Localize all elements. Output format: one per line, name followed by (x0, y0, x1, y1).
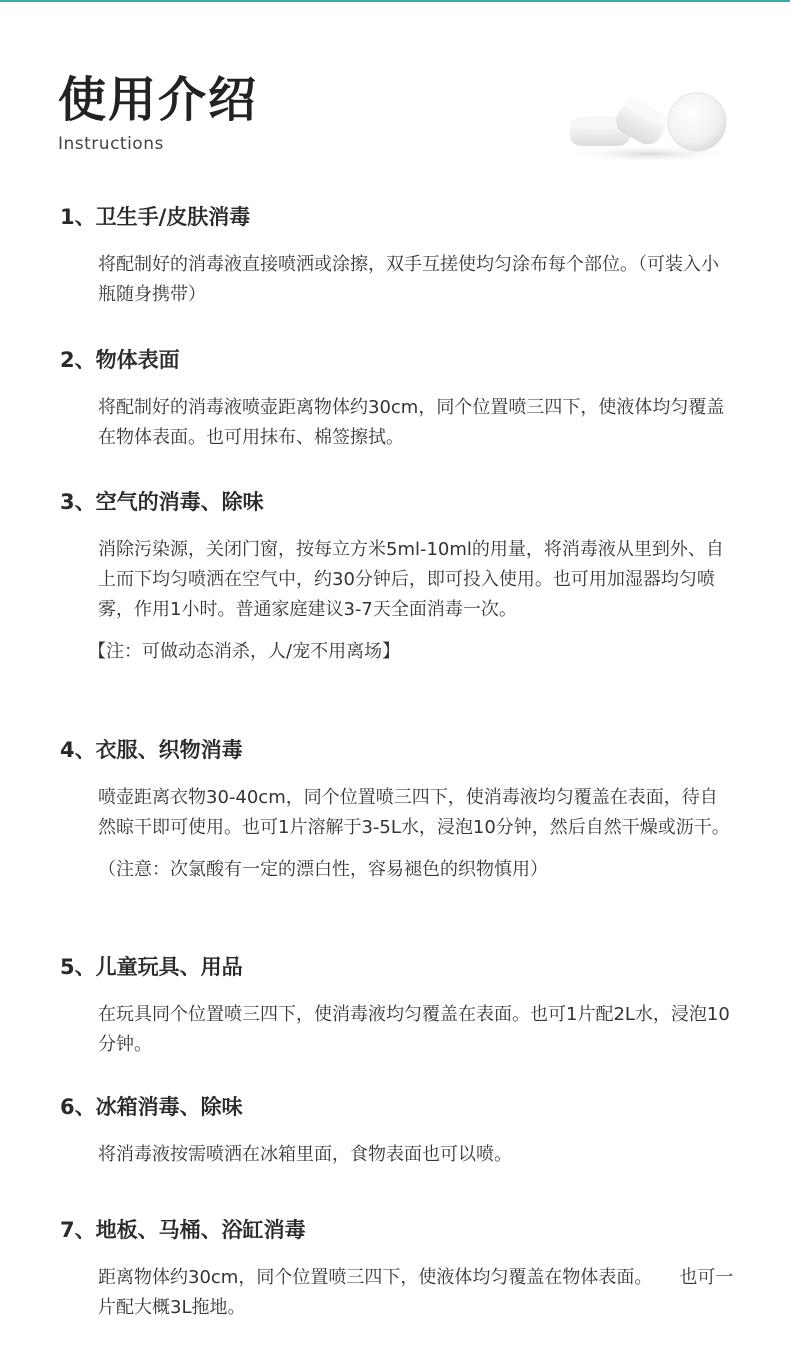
section-paragraph: 喷壶距离衣物30-40cm，同个位置喷三四下，使消毒液均匀覆盖在表面，待自然晾干即可使用。也可1片溶解于3-5L水，浸泡10分钟，然后自然干燥或沥干。 (98, 787, 730, 838)
section-paragraph: 在玩具同个位置喷三四下，使消毒液均匀覆盖在表面。也可1片配2L水，浸泡10分钟。 (98, 1004, 730, 1055)
page-title: 使用介绍 (58, 72, 259, 128)
header (58, 68, 258, 156)
section-title: 1、卫生手/皮肤消毒 (60, 205, 251, 229)
section-hand-skin (60, 202, 740, 310)
section-air (60, 487, 740, 667)
section-floor-bath (60, 1215, 740, 1323)
top-accent-line (0, 0, 790, 2)
section-paragraph: 消除污染源，关闭门窗，按每立方米5ml-10ml的用量，将消毒液从里到外、自上而下均匀喷洒在空气中，约30分钟后，即可投入使用。也可用加湿器均匀喷雾，作用1小时。普通家庭建议3-7天全面消毒一次。 (98, 539, 724, 620)
page-subtitle: Instructions (58, 134, 164, 154)
section-paragraph: 距离物体约30cm，同个位置喷三四下，使液体均匀覆盖在物体表面。 也可一片配大概3L拖地。 (98, 1267, 734, 1318)
section-clothes (60, 735, 740, 885)
section-paragraph: 将配制好的消毒液喷壶距离物体约30cm，同个位置喷三四下，使液体均匀覆盖在物体表面。也可用抹布、棉签擦拭。 (98, 397, 725, 448)
section-title: 2、物体表面 (60, 348, 180, 372)
section-title: 5、儿童玩具、用品 (60, 955, 243, 979)
section-title: 4、衣服、织物消毒 (60, 738, 243, 762)
section-object-surface (60, 345, 740, 453)
section-note: 【注：可做动态消杀，人/宠不用离场】 (88, 641, 401, 662)
section-title: 3、空气的消毒、除味 (60, 490, 264, 514)
section-fridge (60, 1092, 740, 1170)
section-note: （注意：次氯酸有一定的漂白性，容易褪色的织物慎用） (98, 859, 548, 880)
section-paragraph: 将配制好的消毒液直接喷洒或涂擦，双手互搓使均匀涂布每个部位。（可装入小瓶随身携带） (98, 254, 719, 305)
section-toys (60, 952, 740, 1060)
section-paragraph: 将消毒液按需喷洒在冰箱里面，食物表面也可以喷。 (98, 1144, 512, 1165)
tablets-image (560, 86, 735, 166)
section-title: 6、冰箱消毒、除味 (60, 1095, 243, 1119)
section-title: 7、地板、马桶、浴缸消毒 (60, 1218, 306, 1242)
